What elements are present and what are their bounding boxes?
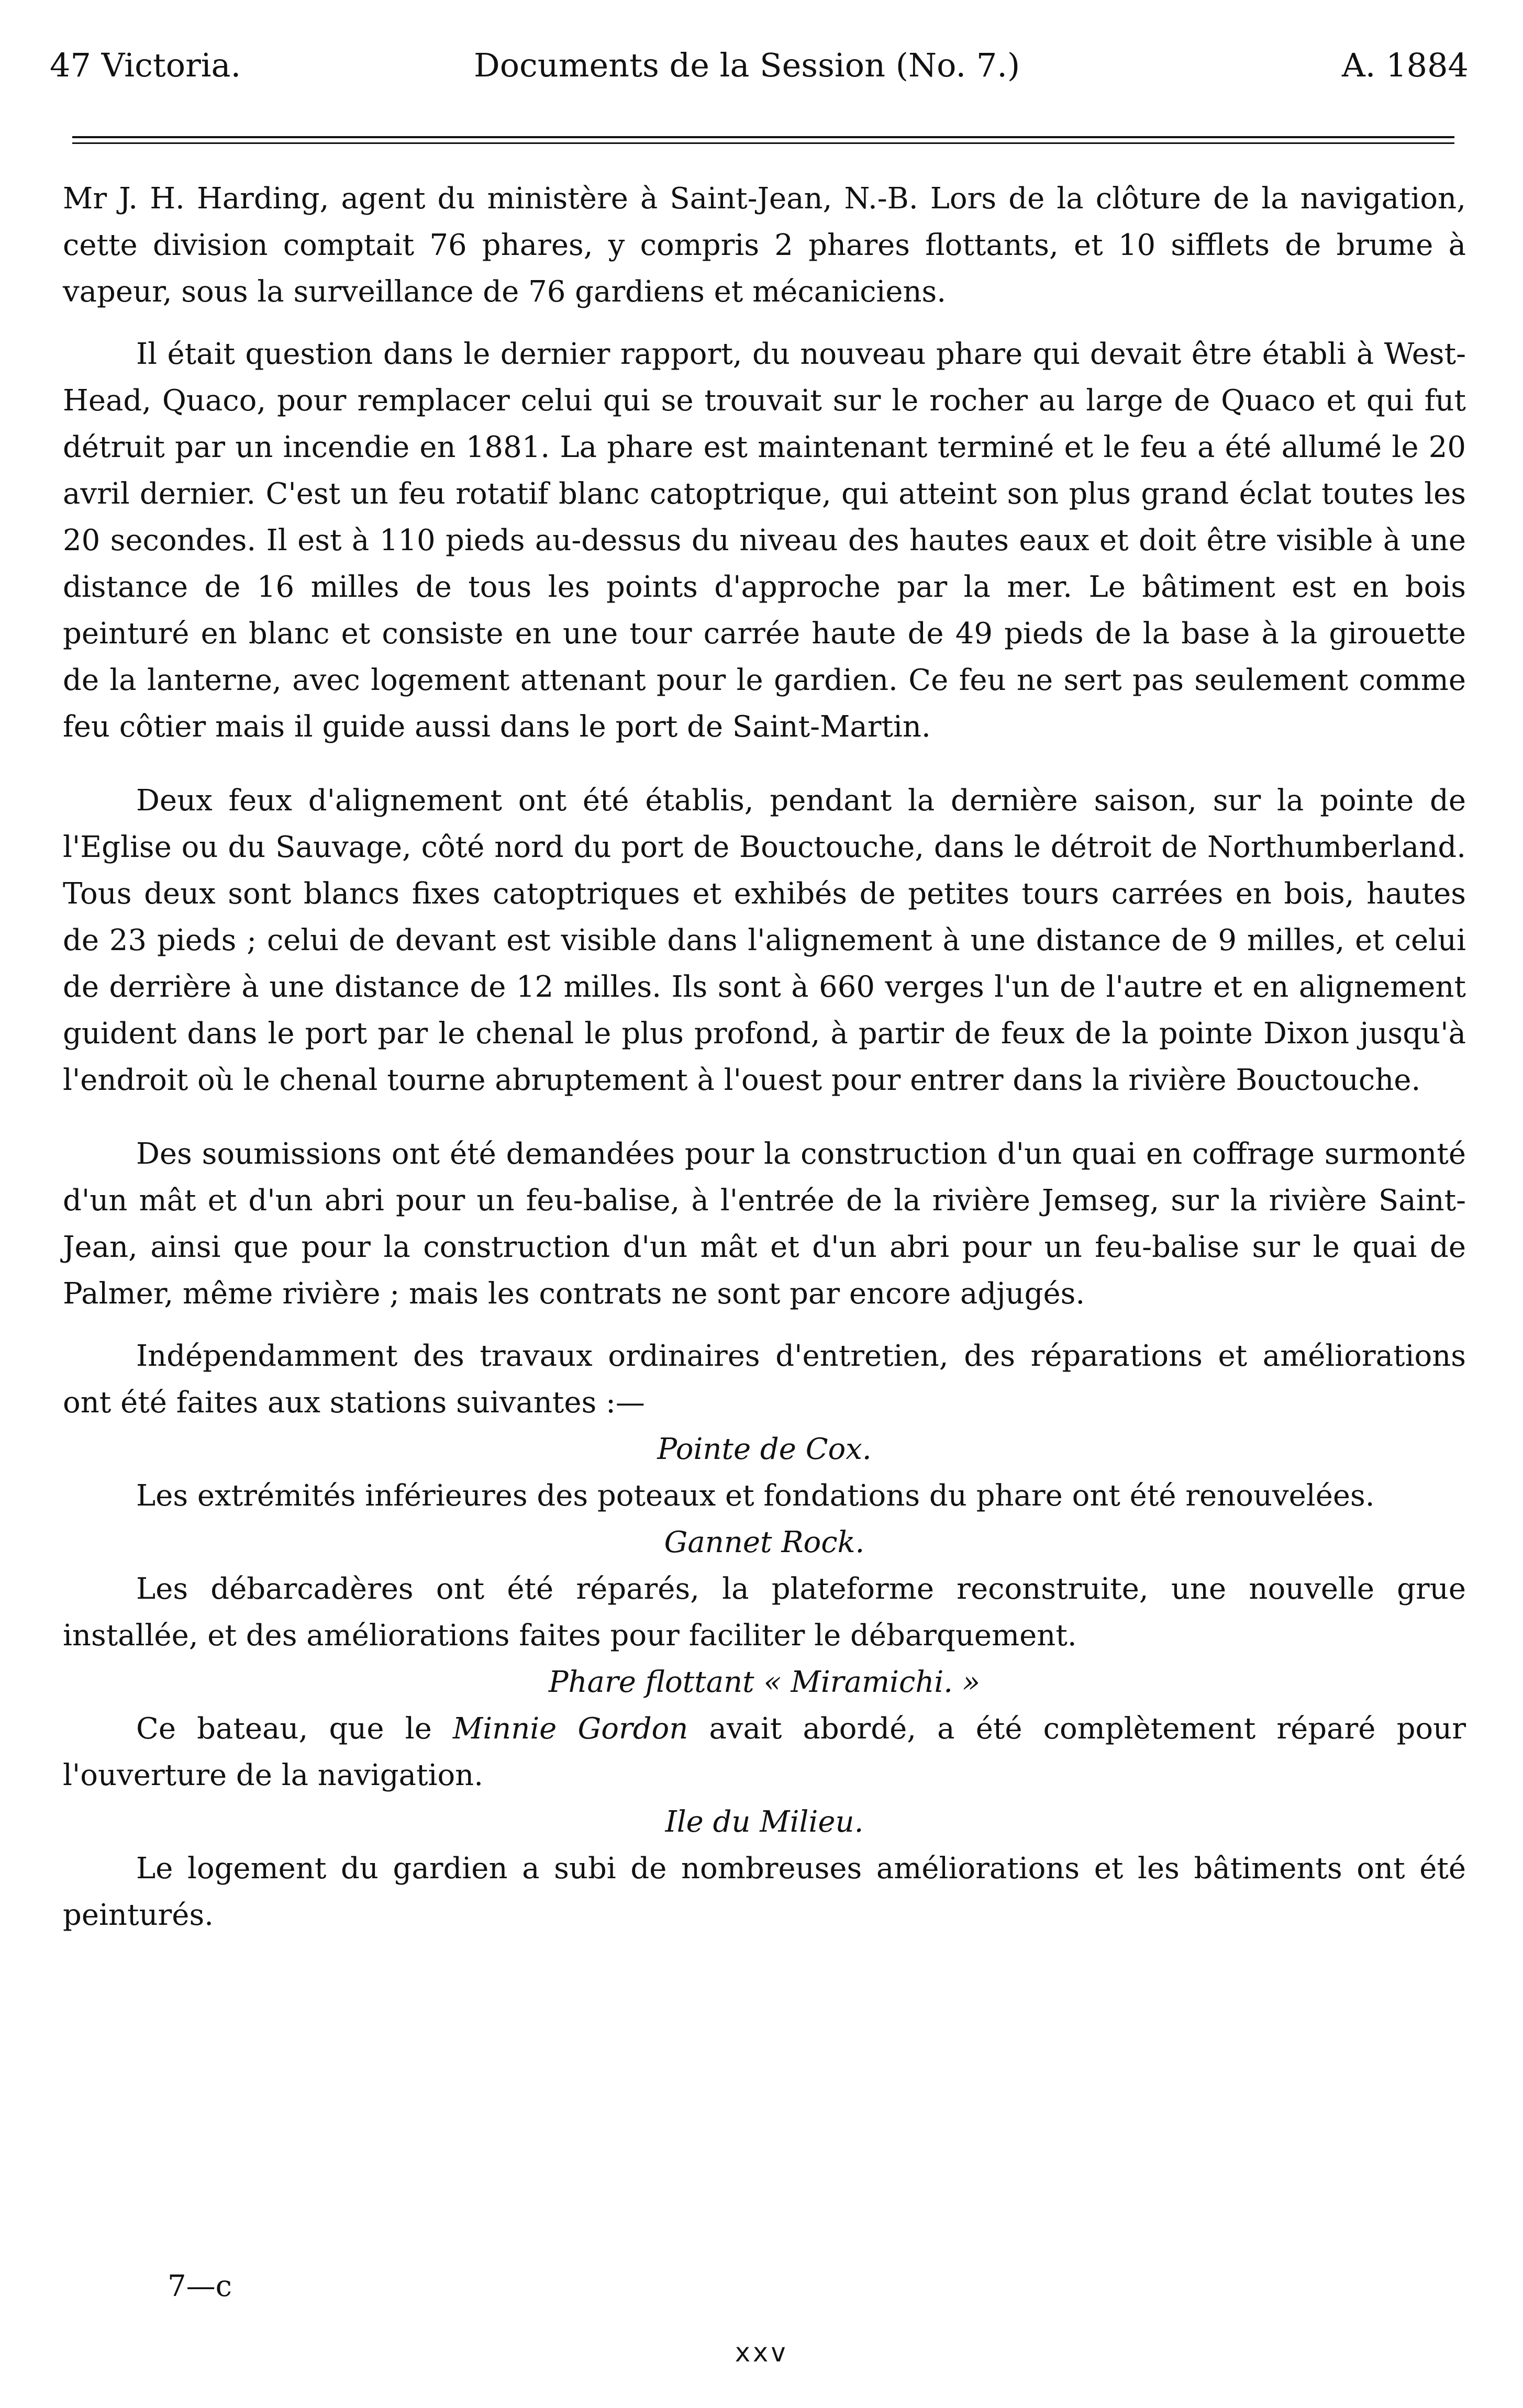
paragraph-harding: Mr J. H. Harding, agent du ministère à Saint-Jean, N.-B. Lors de la clôture de la navigation, cette division comptait 76 phares, y compris 2 phares flottants, et 10 sifflets de brume à vapeur, sous la surveillance de 76 gardiens et mécaniciens. xyxy=(63,182,1466,309)
signature-mark: 7—c xyxy=(168,2269,232,2303)
header-rule-top xyxy=(72,136,1454,138)
section-heading-gannet-rock: Gannet Rock. xyxy=(664,1525,865,1559)
section-text-gannet-rock: Les débarcadères ont été réparés, la plateforme reconstruite, une nouvelle grue installée, et des améliorations faites pour faciliter le débarquement. xyxy=(63,1572,1466,1653)
miramichi-text-start: Ce bateau, que le xyxy=(136,1712,453,1746)
running-header xyxy=(50,46,1469,93)
body-text xyxy=(63,175,1466,1938)
page-number: xxv xyxy=(735,2337,788,2368)
section-text-pointe-de-cox: Les extrémités inférieures des poteaux et fondations du phare ont été renouvelées. xyxy=(136,1479,1375,1513)
section-heading-miramichi: Phare flottant « Miramichi. » xyxy=(548,1665,981,1699)
paragraph-west-head: Il était question dans le dernier rapport, du nouveau phare qui devait être établi à West-Head, Quaco, pour remplacer celui qui se trouvait sur le rocher au large de Quaco et qui fut détruit par un incendie en 1881. La phare est maintenant terminé et le feu a été allumé le 20 avril dernier. C'est un feu rotatif blanc catoptrique, qui atteint son plus grand éclat toutes les 20 secondes. Il est à 110 pieds au-dessus du niveau des hautes eaux et doit être visible à une distance de 16 milles de tous les points d'approche par la mer. Le bâtiment est en bois peinturé en blanc et consiste en une tour carrée haute de 49 pieds de la base à la girouette de la lanterne, avec logement attenant pour le gardien. Ce feu ne sert pas seulement comme feu côtier mais il guide aussi dans le port de Saint-Martin. xyxy=(63,337,1466,744)
section-heading-ile-du-milieu: Ile du Milieu. xyxy=(665,1805,864,1839)
miramichi-text-end: avait abordé, a été complètement réparé pour l'ouverture de la navigation. xyxy=(63,1712,1466,1792)
ship-name: Minnie Gordon xyxy=(452,1712,688,1746)
paragraph-tenders: Des soumissions ont été demandées pour la construction d'un quai en coffrage surmonté d'un mât et d'un abri pour un feu-balise, à l'entrée de la rivière Jemseg, sur la rivière Saint-Jean, ainsi que pour la construction d'un mât et d'un abri pour un feu-balise sur le quai de Palmer, même rivière ; mais les contrats ne sont par encore adjugés. xyxy=(63,1137,1466,1311)
paragraph-range-lights: Deux feux d'alignement ont été établis, pendant la dernière saison, sur la pointe de l'Eglise ou du Sauvage, côté nord du port de Bouctouche, dans le détroit de Northumberland. Tous deux sont blancs fixes catoptriques et exhibés de petites tours carrées en bois, hautes de 23 pieds ; celui de devant est visible dans l'alignement à une distance de 9 milles, et celui de derrière à une distance de 12 milles. Ils sont à 660 verges l'un de l'autre et en alignement guident dans le port par le chenal le plus profond, à partir de feux de la pointe Dixon jusqu'à l'endroit où le chenal tourne abruptement à l'ouest pour entrer dans la rivière Bouctouche. xyxy=(63,784,1466,1097)
header-title: Documents de la Session (No. 7.) xyxy=(474,46,1020,84)
paragraph-repairs-intro: Indépendamment des travaux ordinaires d'entretien, des réparations et améliorations ont été faites aux stations suivantes :— xyxy=(63,1339,1466,1420)
header-volume: 47 Victoria. xyxy=(50,46,241,84)
section-text-miramichi xyxy=(63,1705,1466,1799)
section-text-ile-du-milieu: Le logement du gardien a subi de nombreuses améliorations et les bâtiments ont été peinturés. xyxy=(63,1852,1466,1932)
header-rule-bottom xyxy=(72,142,1454,144)
section-heading-pointe-de-cox: Pointe de Cox. xyxy=(657,1432,872,1466)
header-year: A. 1884 xyxy=(1342,46,1469,84)
